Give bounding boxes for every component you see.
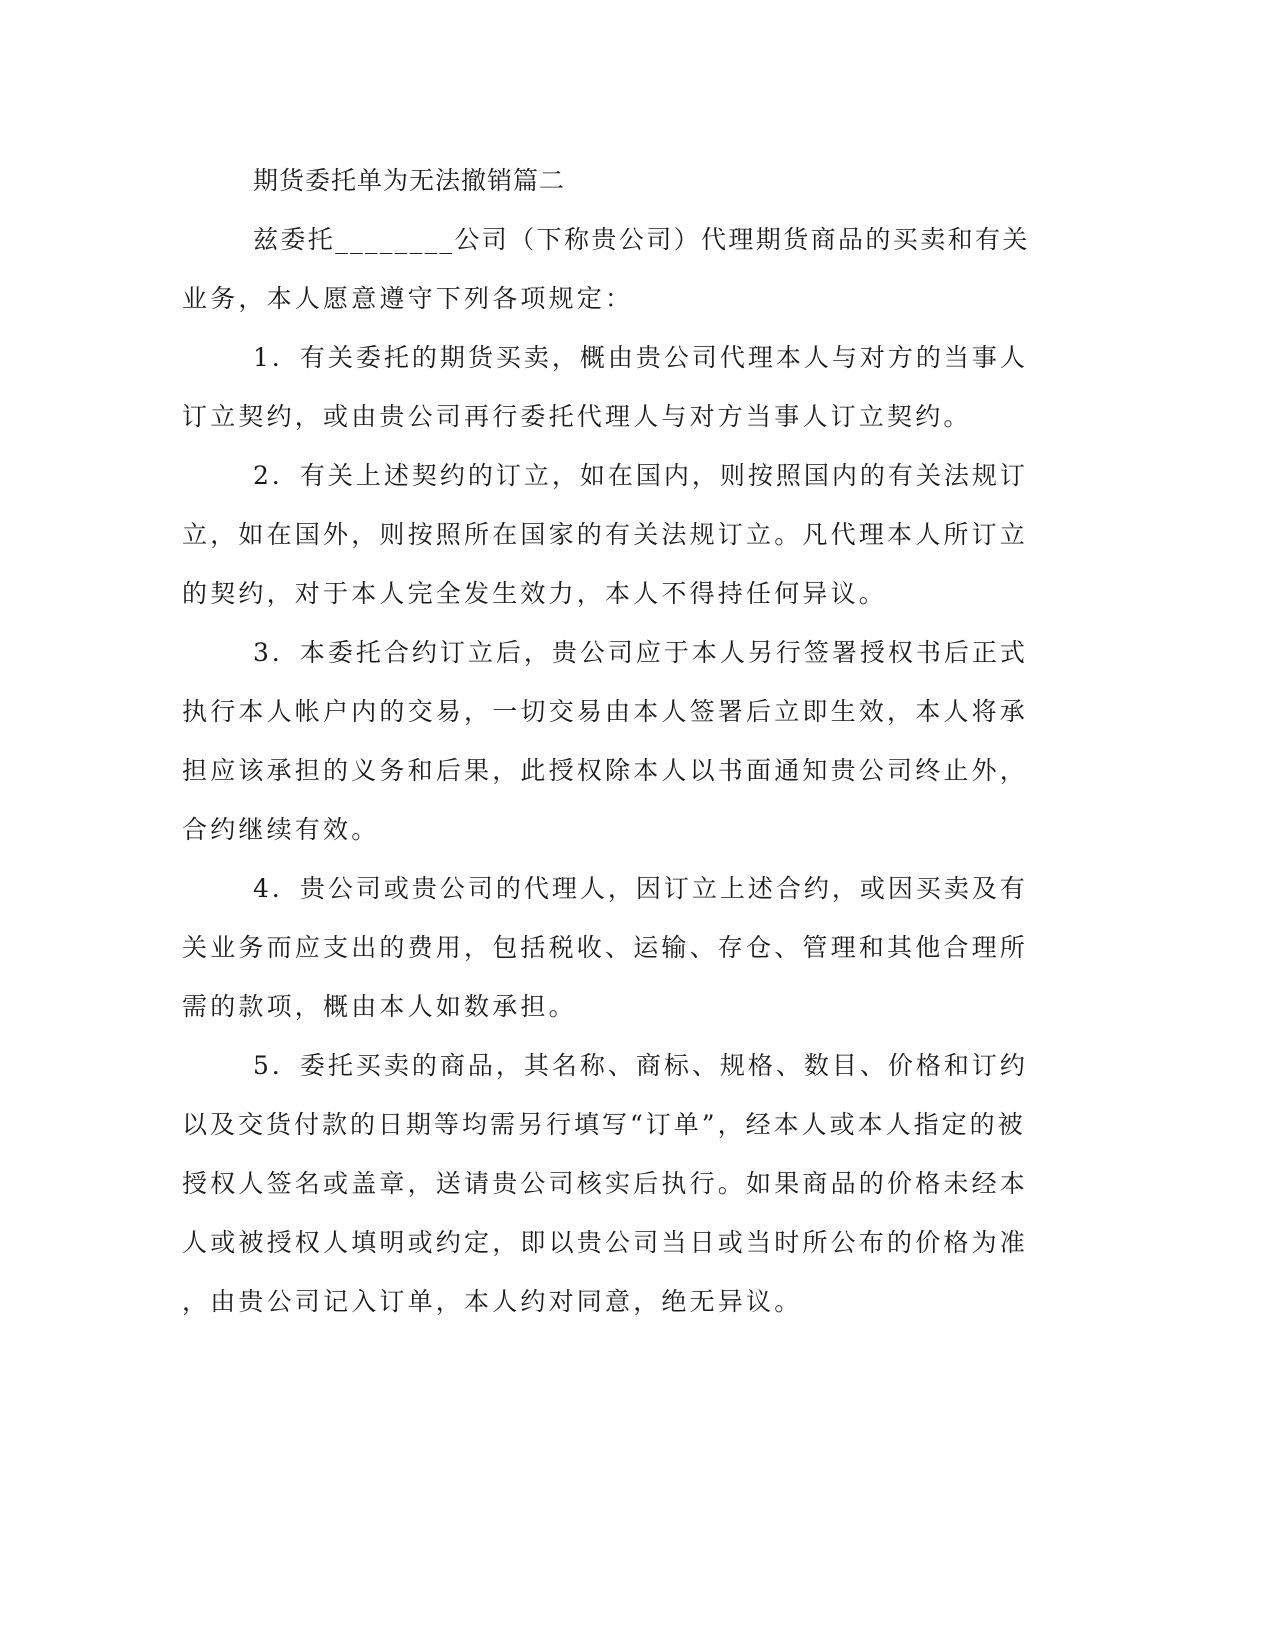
- paragraph-line: 合约继续有效。: [182, 815, 380, 844]
- paragraph-line: 需的款项，概由本人如数承担。: [182, 992, 577, 1021]
- paragraph-line: 4．贵公司或贵公司的代理人，因订立上述合约，或因买卖及有: [253, 874, 1028, 903]
- paragraph-line: 关业务而应支出的费用，包括税收、运输、存仓、管理和其他合理所: [182, 933, 1029, 962]
- paragraph-line: 订立契约，或由贵公司再行委托代理人与对方当事人订立契约。: [182, 402, 972, 431]
- paragraph-line: 担应该承担的义务和后果，此授权除本人以书面通知贵公司终止外，: [182, 756, 1029, 785]
- paragraph-line: 人或被授权人填明或约定，即以贵公司当日或当时所公布的价格为准: [182, 1228, 1029, 1257]
- paragraph-line: 执行本人帐户内的交易，一切交易由本人签署后立即生效，本人将承: [182, 697, 1029, 726]
- paragraph-line: 授权人签名或盖章，送请贵公司核实后执行。如果商品的价格未经本: [182, 1169, 1029, 1198]
- paragraph-line: 5．委托买卖的商品，其名称、商标、规格、数目、价格和订约: [253, 1051, 1028, 1080]
- paragraph-line: 的契约，对于本人完全发生效力，本人不得持任何异议。: [182, 579, 888, 608]
- paragraph-line: 3．本委托合约订立后，贵公司应于本人另行签署授权书后正式: [253, 638, 1028, 667]
- document-title: 期货委托单为无法撤销篇二: [253, 166, 566, 195]
- paragraph-line: ，由贵公司记入订单，本人约对同意，绝无异议。: [182, 1287, 803, 1316]
- paragraph-line: 立，如在国外，则按照所在国家的有关法规订立。凡代理本人所订立: [182, 520, 1029, 549]
- paragraph-line: 兹委托________公司（下称贵公司）代理期货商品的买卖和有关: [253, 225, 1030, 254]
- paragraph-line: 以及交货付款的日期等均需另行填写“订单”，经本人或本人指定的被: [182, 1110, 1026, 1139]
- paragraph-line: 1．有关委托的期货买卖，概由贵公司代理本人与对方的当事人: [253, 343, 1028, 372]
- paragraph-line: 2．有关上述契约的订立，如在国内，则按照国内的有关法规订: [253, 461, 1028, 490]
- paragraph-line: 业务，本人愿意遵守下列各项规定：: [182, 284, 634, 313]
